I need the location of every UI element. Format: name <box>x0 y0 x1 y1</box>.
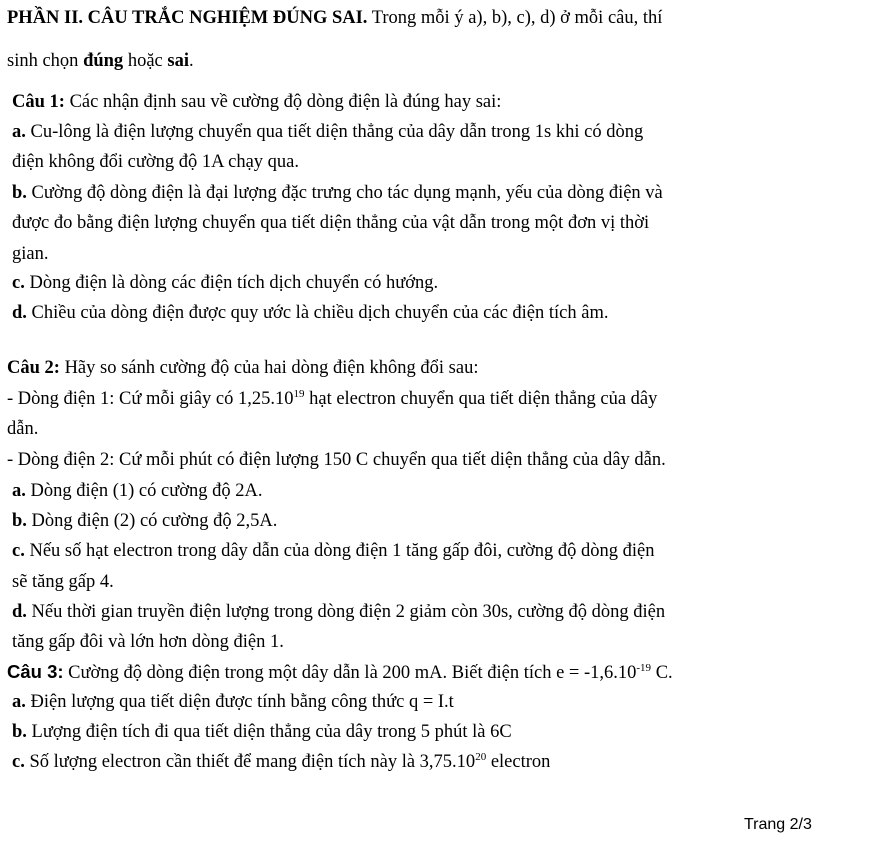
q1-option-a-cont: điện không đổi cường độ 1A chạy qua. <box>12 152 299 172</box>
option-label: c. <box>12 273 25 293</box>
exponent: 19 <box>293 388 305 400</box>
option-text: Cu-lông là điện lượng chuyển qua tiết diện thẳng của dây dẫn trong 1s khi có dòng <box>25 122 644 142</box>
option-text: Lượng điện tích đi qua tiết diện thẳng của dây trong 5 phút là 6C <box>26 722 512 742</box>
option-label: d. <box>12 602 27 622</box>
keyword-dung: đúng <box>83 51 124 71</box>
option-text: electron <box>486 752 551 772</box>
option-label: b. <box>12 183 27 203</box>
q1-option-b <box>12 182 663 204</box>
q2-option-a <box>12 480 263 502</box>
q1-option-b-cont2: gian. <box>12 244 49 264</box>
q2-option-c <box>12 540 655 562</box>
option-label: a. <box>12 122 26 142</box>
question-label: Câu 3: <box>7 661 64 682</box>
intro-text: . <box>188 51 194 71</box>
q3-option-b <box>12 721 512 743</box>
q3-option-a <box>12 691 454 713</box>
option-label: c. <box>12 752 25 772</box>
q2-option-c-cont: sẽ tăng gấp 4. <box>12 572 114 592</box>
option-label: a. <box>12 692 26 712</box>
q1-option-c <box>12 272 438 294</box>
exponent: -19 <box>636 662 652 674</box>
question-text: C. <box>651 663 673 683</box>
option-text: Dòng điện là dòng các điện tích dịch chuyển có hướng. <box>24 273 439 293</box>
option-label: a. <box>12 481 26 501</box>
q1-option-d <box>12 302 609 324</box>
section-heading <box>7 7 662 29</box>
option-text: Nếu thời gian truyền điện lượng trong dòng điện 2 giảm còn 30s, cường độ dòng điện <box>26 602 666 622</box>
q2-option-d-cont: tăng gấp đôi và lớn hơn dòng điện 1. <box>12 632 284 652</box>
section-title: PHẦN II. CÂU TRẮC NGHIỆM ĐÚNG SAI. <box>7 8 368 28</box>
question-1-stem <box>12 91 501 113</box>
option-text: Dòng điện (1) có cường độ 2A. <box>25 481 263 501</box>
question-2-stem <box>7 357 478 379</box>
option-label: b. <box>12 511 27 531</box>
option-text: Cường độ dòng điện là đại lượng đặc trưng cho tác dụng mạnh, yếu của dòng điện và <box>26 183 663 203</box>
option-text: Chiều của dòng điện được quy ước là chiều dịch chuyển của các điện tích âm. <box>26 303 609 323</box>
q1-option-b-cont: được đo bằng điện lượng chuyển qua tiết diện thẳng của vật dẫn trong một đơn vị thời <box>12 213 650 233</box>
option-label: b. <box>12 722 27 742</box>
q1-option-a <box>12 121 643 143</box>
question-label: Câu 1: <box>12 92 65 112</box>
q2-current-1-cont: dẫn. <box>7 419 39 439</box>
q2-option-d <box>12 601 665 623</box>
option-text: Điện lượng qua tiết diện được tính bằng công thức q = I.t <box>25 692 454 712</box>
q2-option-b <box>12 510 277 532</box>
question-text: Hãy so sánh cường độ của hai dòng điện không đổi sau: <box>59 358 479 378</box>
q2-current-1 <box>7 388 657 410</box>
q3-option-c <box>12 751 550 773</box>
option-label: d. <box>12 303 27 323</box>
intro-text: hoặc <box>123 51 168 71</box>
question-3-stem <box>7 661 673 684</box>
option-label: c. <box>12 541 25 561</box>
question-label: Câu 2: <box>7 358 60 378</box>
page-number: Trang 2/3 <box>744 816 812 833</box>
q2-current-2: - Dòng điện 2: Cứ mỗi phút có điện lượng 150 C chuyển qua tiết diện thẳng của dây dẫn. <box>7 450 666 470</box>
option-text: Nếu số hạt electron trong dây dẫn của dòng điện 1 tăng gấp đôi, cường độ dòng điện <box>24 541 655 561</box>
intro-text: sinh chọn <box>7 51 84 71</box>
statement-text: - Dòng điện 1: Cứ mỗi giây có 1,25.10 <box>7 389 294 409</box>
option-text: Dòng điện (2) có cường độ 2,5A. <box>26 511 278 531</box>
option-text: Số lượng electron cần thiết để mang điện tích này là 3,75.10 <box>24 752 476 772</box>
question-text: Các nhận định sau về cường độ dòng điện là đúng hay sai: <box>64 92 502 112</box>
question-text: Cường độ dòng điện trong một dây dẫn là 200 mA. Biết điện tích e = -1,6.10 <box>63 663 637 683</box>
keyword-sai: sai <box>167 51 189 71</box>
statement-text: hạt electron chuyển qua tiết diện thẳng của dây <box>304 389 658 409</box>
section-intro-line2 <box>7 50 194 72</box>
exponent: 20 <box>475 751 487 763</box>
section-intro: Trong mỗi ý a), b), c), d) ở mỗi câu, thí <box>367 8 663 28</box>
